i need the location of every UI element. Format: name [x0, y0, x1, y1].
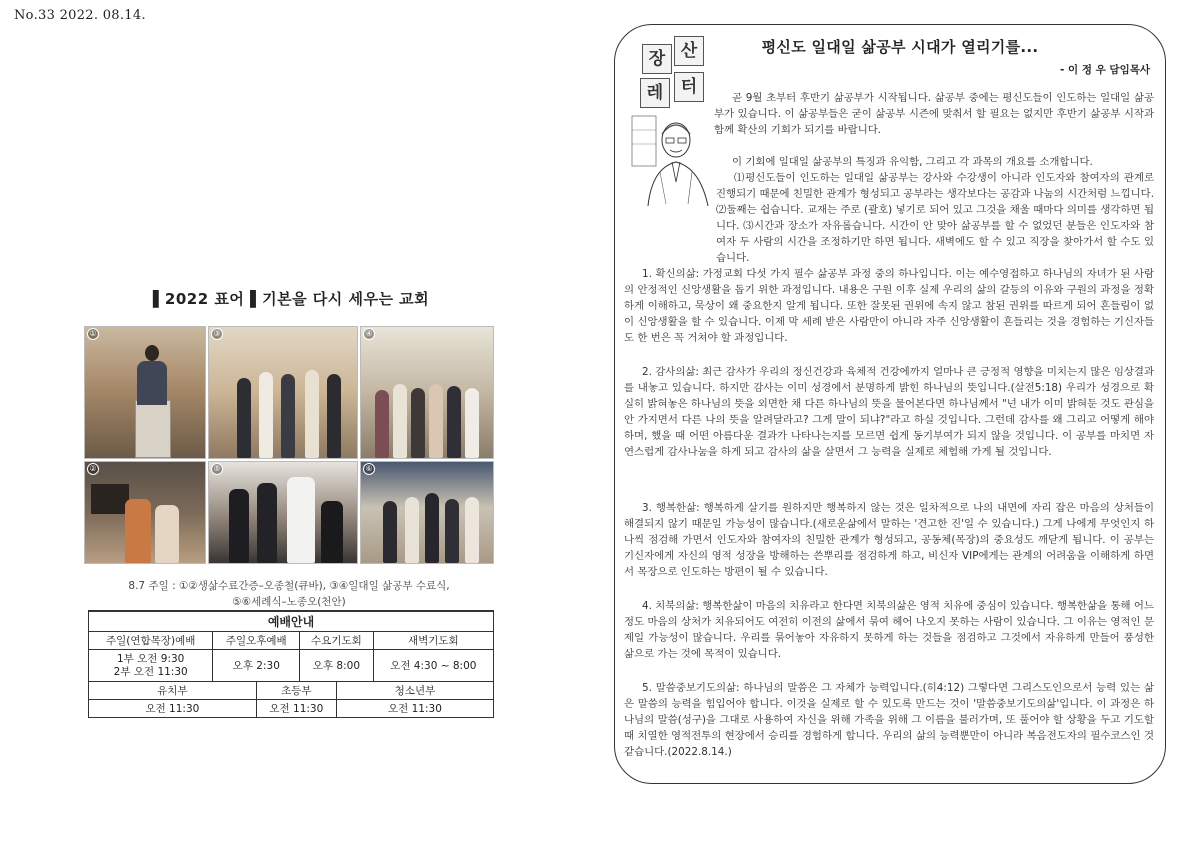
person — [405, 497, 419, 563]
letter-title: 평신도 일대일 삶공부 시대가 열리기를... — [761, 38, 1039, 56]
speaker-head — [145, 345, 159, 361]
worship-time: 오전 4:30 ~ 8:00 — [373, 650, 493, 682]
worship-header: 새벽기도회 — [373, 632, 493, 650]
person — [383, 501, 397, 563]
course-word-prayer-life: 5. 말씀중보기도의삶: 하나님의 말씀은 그 자체가 능력입니다.(히4:12) 그렇다면 그리스도인으로서 능력 있는 삶은 말씀의 능력을 힘입어야 합니다. 이것을 실제로 할 수 있도록 만드는 것이 '말씀중보기도의삶'입니다. 이 과정은 하나님의 말씀(성구)을 그대로 사용하여 자신을 위해 가족을 위해 그 이름을 불러가며, 또 풀어야 할 상황을 두고 기도할 때 치열한 영적전투의 현장에서 승리를 경험하게 합니다. 우리의 삶의 능력뿐만이 아니라 복음전도자의 필수코스인 것 같습니다.(2022.8.14.) — [624, 682, 1154, 758]
department-header: 초등부 — [256, 682, 336, 700]
letter-badge-tile: 레 — [640, 78, 670, 108]
letter-badge-tile: 장 — [642, 44, 672, 74]
person — [281, 374, 295, 458]
person — [321, 501, 343, 563]
department-time: 오전 11:30 — [256, 700, 336, 718]
person — [257, 483, 277, 563]
photo-caption — [84, 578, 494, 610]
person — [327, 374, 341, 458]
course-assurance-life: 1. 확신의삶: 가정교회 다섯 가지 필수 삶공부 과정 중의 하나입니다. 이는 예수영접하고 하나님의 자녀가 된 사람의 안정적인 신앙생활을 돕기 위한 과정입니다. 내용은 구원 이후 실제 우리의 삶의 갈등의 이유와 구원의 과정을 정확하게 이해하고, 묵상이 왜 중요한지 알게 됩니다. 또한 잘못된 권위에 속지 않고 참된 권위를 따르게 되어 흔들림이 없이 신앙생활을 할 수 있습니다. 이제 막 세례 받은 사람만이 아니라 자주 신앙생활이 흔들리는 것을 경험하는 기신자들도 한 번은 꼭 거쳐야 할 과정입니다. — [624, 268, 1154, 344]
worship-time: 오후 8:00 — [300, 650, 373, 682]
photo-testimony — [84, 326, 206, 459]
person — [425, 493, 439, 563]
person — [445, 499, 459, 563]
photo-baptism-1 — [208, 461, 358, 564]
person — [287, 477, 315, 563]
caption-line-1: 8.7 주일 : ①②생삶수료간증–오종철(큐바), ③④일대일 삶공부 수료식, — [128, 580, 450, 592]
photo-graduation-2 — [360, 326, 494, 459]
course-healing-life: 4. 치북의삶: 행복한삶이 마음의 치유라고 한다면 치북의삶은 영적 치유에 중심이 있습니다. 행복한삶을 통해 어느 정도 마음의 상처가 치유되어도 여전히 이전의 삶에서 묶여 헤어 나오지 못하는 사람이 있습니다. 그 이유는 영적인 문제일 가능성이 많습니다. 우리를 묶어놓아 자유하지 못하게 하는 것들을 점검하고 그것에서 자유하게 만들어 풍성한 삶으로 가는 것에 목적이 있습니다. — [624, 600, 1154, 660]
worship-time: 1부 오전 9:30 2부 오전 11:30 — [89, 650, 213, 682]
letter-paragraph-features: ⑴평신도들이 인도하는 일대일 삶공부는 강사와 수강생이 아니라 인도자와 참여자의 관계로 진행되기 때문에 친밀한 관계가 형성되고 공부라는 생각보다는 공감과 나눔의 시간처럼 느낍니다. ⑵둘째는 쉽습니다. 교재는 주로 (괄호) 넣기로 되어 있고 그것을 채울 때마다 의미를 생각하면 됩니다. ⑶시간과 장소가 자유롭습니다. 시간이 안 맞아 삶공부를 할 수 없었던 분들은 인도자와 참여자 두 사람의 시간을 조정하기만 하면 됩니다. 새벽에도 할 수 있고 직장을 찾아가서 할 수도 있습니다. — [716, 172, 1154, 264]
person — [125, 499, 151, 563]
person — [229, 489, 249, 563]
photo-prayer — [84, 461, 206, 564]
photo-number: ② — [87, 463, 99, 475]
person — [393, 384, 407, 458]
speaker-body — [137, 361, 167, 405]
letter-badge-tile: 산 — [674, 36, 704, 66]
photo-number: ⑤ — [211, 463, 223, 475]
course-gratitude-life: 2. 감사의삶: 최근 감사가 우리의 정신건강과 육체적 건강에까지 얼마나 큰 긍정적 영향을 미치는지 많은 임상결과를 내놓고 있습니다. 하지만 감사는 이미 성경에서 분명하게 밝힌 하나님의 뜻입니다.(살전5:18) 우리가 성경으로 확실히 밝혀놓은 하나님의 뜻을 외면한 채 다른 하나님의 뜻을 물어본다면 하나님께서 "넌 내가 이미 밝혀둔 것도 관심을 안 가지면서 다른 나의 뜻을 알려달라고? 그게 말이 되냐?"라고 하실 것입니다. 그런데 감사를 왜 그리고 어떻게 해야 하며, 했을 때 어떤 아름다운 결과가 나타나는지를 모르면 쉽게 동기부여가 되지 않을 것입니다. 이 공부를 마치면 자연스럽게 감사나눔을 하게 되고 감사의 삶을 살면서 그 능력을 실제로 체험해 가게 될 것입니다. — [624, 366, 1154, 458]
photo-number: ⑥ — [363, 463, 375, 475]
photo-collage — [84, 326, 494, 564]
person — [155, 505, 179, 563]
letter-author: - 이 정 우 담임목사 — [1060, 64, 1150, 76]
person — [429, 384, 443, 458]
department-time: 오전 11:30 — [89, 700, 257, 718]
piano — [91, 484, 129, 514]
church-motto: ▌2022 표어▐ 기본을 다시 세우는 교회 — [152, 290, 430, 308]
person — [305, 370, 319, 458]
worship-time: 오후 2:30 — [213, 650, 300, 682]
department-header: 청소년부 — [336, 682, 493, 700]
department-time: 오전 11:30 — [336, 700, 493, 718]
caption-line-2: ⑤⑥세례식–노종오(천안) — [232, 596, 346, 608]
worship-header: 주일오후예배 — [213, 632, 300, 650]
person — [465, 497, 479, 563]
letter-paragraph-intro: 곧 9월 초부터 후반기 삶공부가 시작됩니다. 삶공부 중에는 평신도들이 인도하는 일대일 삶공부가 있습니다. 이 삶공부들은 굳이 삶공부 시즌에 맞춰서 할 필요는 없지만 후반기 삶공부 시작과 함께 확산의 기회가 되기를 바랍니다. — [714, 92, 1154, 136]
department-header: 유치부 — [89, 682, 257, 700]
course-happiness-life: 3. 행복한삶: 행복하게 살기를 원하지만 행복하지 않는 것은 일차적으로 나의 내면에 자리 잡은 마음의 상처들이 해결되지 않기 때문일 가능성이 많습니다.(새로운삶에서 말하는 '견고한 진'일 수 있습니다.) 그게 나에게 무엇인지 하나씩 점검해 가면서 인도자와 참여자의 친밀한 관계가 형성되고, 공동체(목장)의 중요성도 깨닫게 됩니다. 이 공부는 기신자에게 자신의 영적 성장을 방해하는 쓴뿌리를 점검하게 하고, 비신자 VIP에게는 관계의 어려움을 이해하게 하면서 목장으로 인도하는 방편이 될 수 있습니다. — [624, 502, 1154, 578]
photo-baptism-2 — [360, 461, 494, 564]
photo-graduation-1 — [208, 326, 358, 459]
person — [447, 386, 461, 458]
issue-number: No.33 2022. 08.14. — [14, 8, 146, 23]
photo-number: ③ — [211, 328, 223, 340]
worship-header: 주일(연합목장)예배 — [89, 632, 213, 650]
worship-schedule-table — [88, 610, 494, 718]
worship-table-title: 예배안내 — [89, 611, 494, 632]
podium — [135, 400, 171, 458]
person — [465, 388, 479, 458]
photo-number: ① — [87, 328, 99, 340]
letter-paragraph-overview: 이 기회에 일대일 삶공부의 특징과 유익함, 그리고 각 과목의 개요를 소개합니다. — [732, 156, 1093, 168]
person — [259, 372, 273, 458]
worship-header: 수요기도회 — [300, 632, 373, 650]
photo-number: ④ — [363, 328, 375, 340]
person — [375, 390, 389, 458]
letter-badge-tile: 터 — [674, 72, 704, 102]
person — [411, 388, 425, 458]
person — [237, 378, 251, 458]
